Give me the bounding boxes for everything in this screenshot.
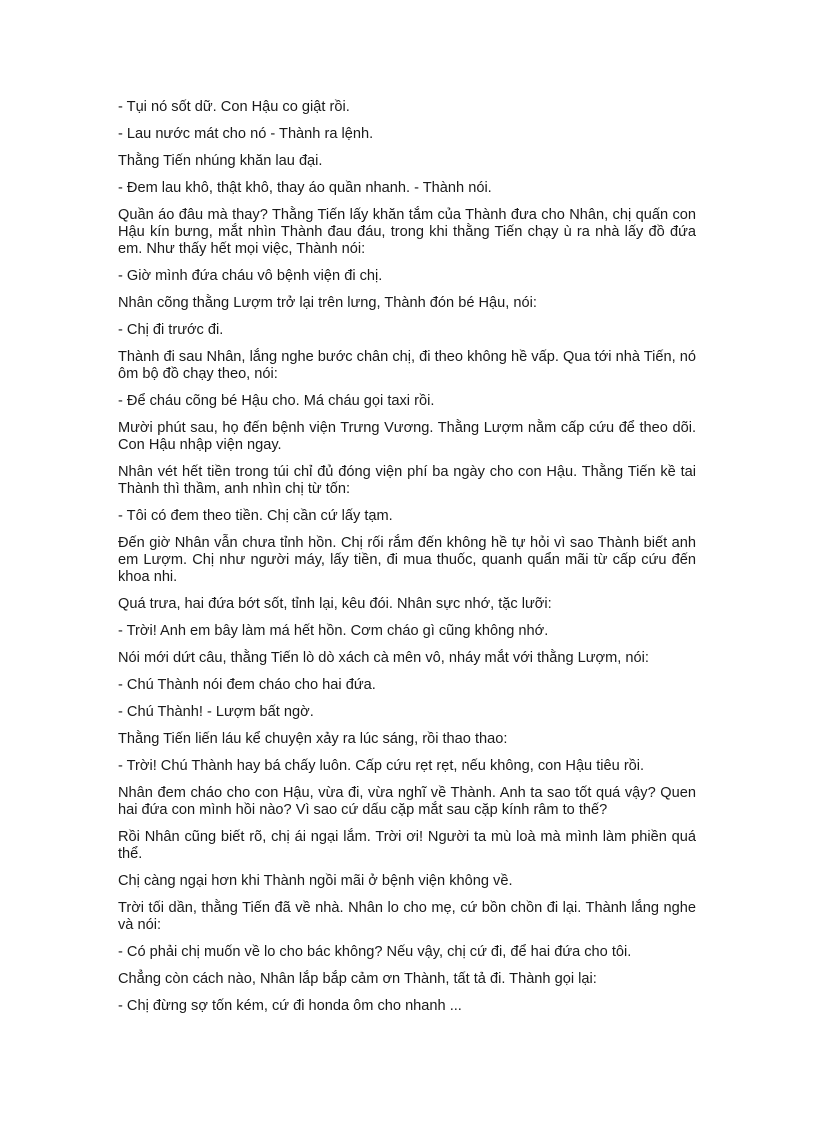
paragraph: Chị càng ngại hơn khi Thành ngồi mãi ở bệnh viện không về. <box>118 873 513 889</box>
paragraph: - Giờ mình đứa cháu vô bệnh viện đi chị. <box>118 268 383 284</box>
paragraph: Nhân cõng thằng Lượm trở lại trên lưng, Thành đón bé Hậu, nói: <box>118 295 537 311</box>
paragraph: - Chú Thành nói đem cháo cho hai đứa. <box>118 677 376 693</box>
paragraph: - Lau nước mát cho nó - Thành ra lệnh. <box>118 126 374 142</box>
paragraph: Quần áo đâu mà thay? Thằng Tiến lấy khăn tắm của Thành đưa cho Nhân, chị quấn con Hậu kín bưng, mắt nhìn Thành đau đáu, trong khi thằng Tiến chạy ù ra nhà lấy đồ đứa em. Như thấy hết mọi việc, Thành nói: <box>118 207 696 257</box>
paragraph: - Để cháu cõng bé Hậu cho. Má cháu gọi taxi rồi. <box>118 393 435 409</box>
paragraph: Thằng Tiến liến láu kể chuyện xảy ra lúc sáng, rồi thao thao: <box>118 731 508 747</box>
paragraph: - Tôi có đem theo tiền. Chị cần cứ lấy tạm. <box>118 508 393 524</box>
paragraph: Nhân vét hết tiền trong túi chỉ đủ đóng viện phí ba ngày cho con Hậu. Thằng Tiến kề tai Thành thì thầm, anh nhìn chị từ tốn: <box>118 464 696 497</box>
paragraph: - Trời! Chú Thành hay bá chấy luôn. Cấp cứu rẹt rẹt, nếu không, con Hậu tiêu rồi. <box>118 758 645 774</box>
paragraph: Quá trưa, hai đứa bớt sốt, tỉnh lại, kêu đói. Nhân sực nhớ, tặc lưỡi: <box>118 596 552 612</box>
paragraph: Đến giờ Nhân vẫn chưa tỉnh hồn. Chị rối rắm đến không hề tự hỏi vì sao Thành biết anh em Lượm. Chị như người máy, lấy tiền, đi mua thuốc, quanh quẩn mãi từ cấp cứu đến khoa nhi. <box>118 535 696 585</box>
document-page <box>118 99 696 1025</box>
paragraph: - Chị đi trước đi. <box>118 322 224 338</box>
paragraph: - Trời! Anh em bây làm má hết hồn. Cơm cháo gì cũng không nhớ. <box>118 623 549 639</box>
paragraph: Nói mới dứt câu, thằng Tiến lò dò xách cà mên vô, nháy mắt với thằng Lượm, nói: <box>118 650 649 666</box>
paragraph: - Chú Thành! - Lượm bất ngờ. <box>118 704 314 720</box>
paragraph: Thằng Tiến nhúng khăn lau đại. <box>118 153 323 169</box>
paragraph: - Chị đừng sợ tốn kém, cứ đi honda ôm cho nhanh ... <box>118 998 462 1014</box>
paragraph: Mười phút sau, họ đến bệnh viện Trưng Vương. Thằng Lượm nằm cấp cứu để theo dõi. Con Hậu nhập viện ngay. <box>118 420 696 453</box>
paragraph: Thành đi sau Nhân, lắng nghe bước chân chị, đi theo không hề vấp. Qua tới nhà Tiến, nó ôm bộ đồ chạy theo, nói: <box>118 349 696 382</box>
paragraph: Chẳng còn cách nào, Nhân lắp bắp cảm ơn Thành, tất tả đi. Thành gọi lại: <box>118 971 597 987</box>
paragraph: - Đem lau khô, thật khô, thay áo quần nhanh. - Thành nói. <box>118 180 492 196</box>
paragraph: Nhân đem cháo cho con Hậu, vừa đi, vừa nghĩ về Thành. Anh ta sao tốt quá vậy? Quen hai đứa con mình hồi nào? Vì sao cứ dấu cặp mắt sau cặp kính râm to thế? <box>118 785 696 818</box>
paragraph: - Tụi nó sốt dữ. Con Hậu co giật rồi. <box>118 99 350 115</box>
paragraph: Trời tối dần, thằng Tiến đã về nhà. Nhân lo cho mẹ, cứ bồn chồn đi lại. Thành lắng nghe và nói: <box>118 900 696 933</box>
paragraph: - Có phải chị muốn về lo cho bác không? Nếu vậy, chị cứ đi, để hai đứa cho tôi. <box>118 944 632 960</box>
paragraph: Rồi Nhân cũng biết rõ, chị ái ngại lắm. Trời ơi! Người ta mù loà mà mình làm phiền quá thể. <box>118 829 696 862</box>
